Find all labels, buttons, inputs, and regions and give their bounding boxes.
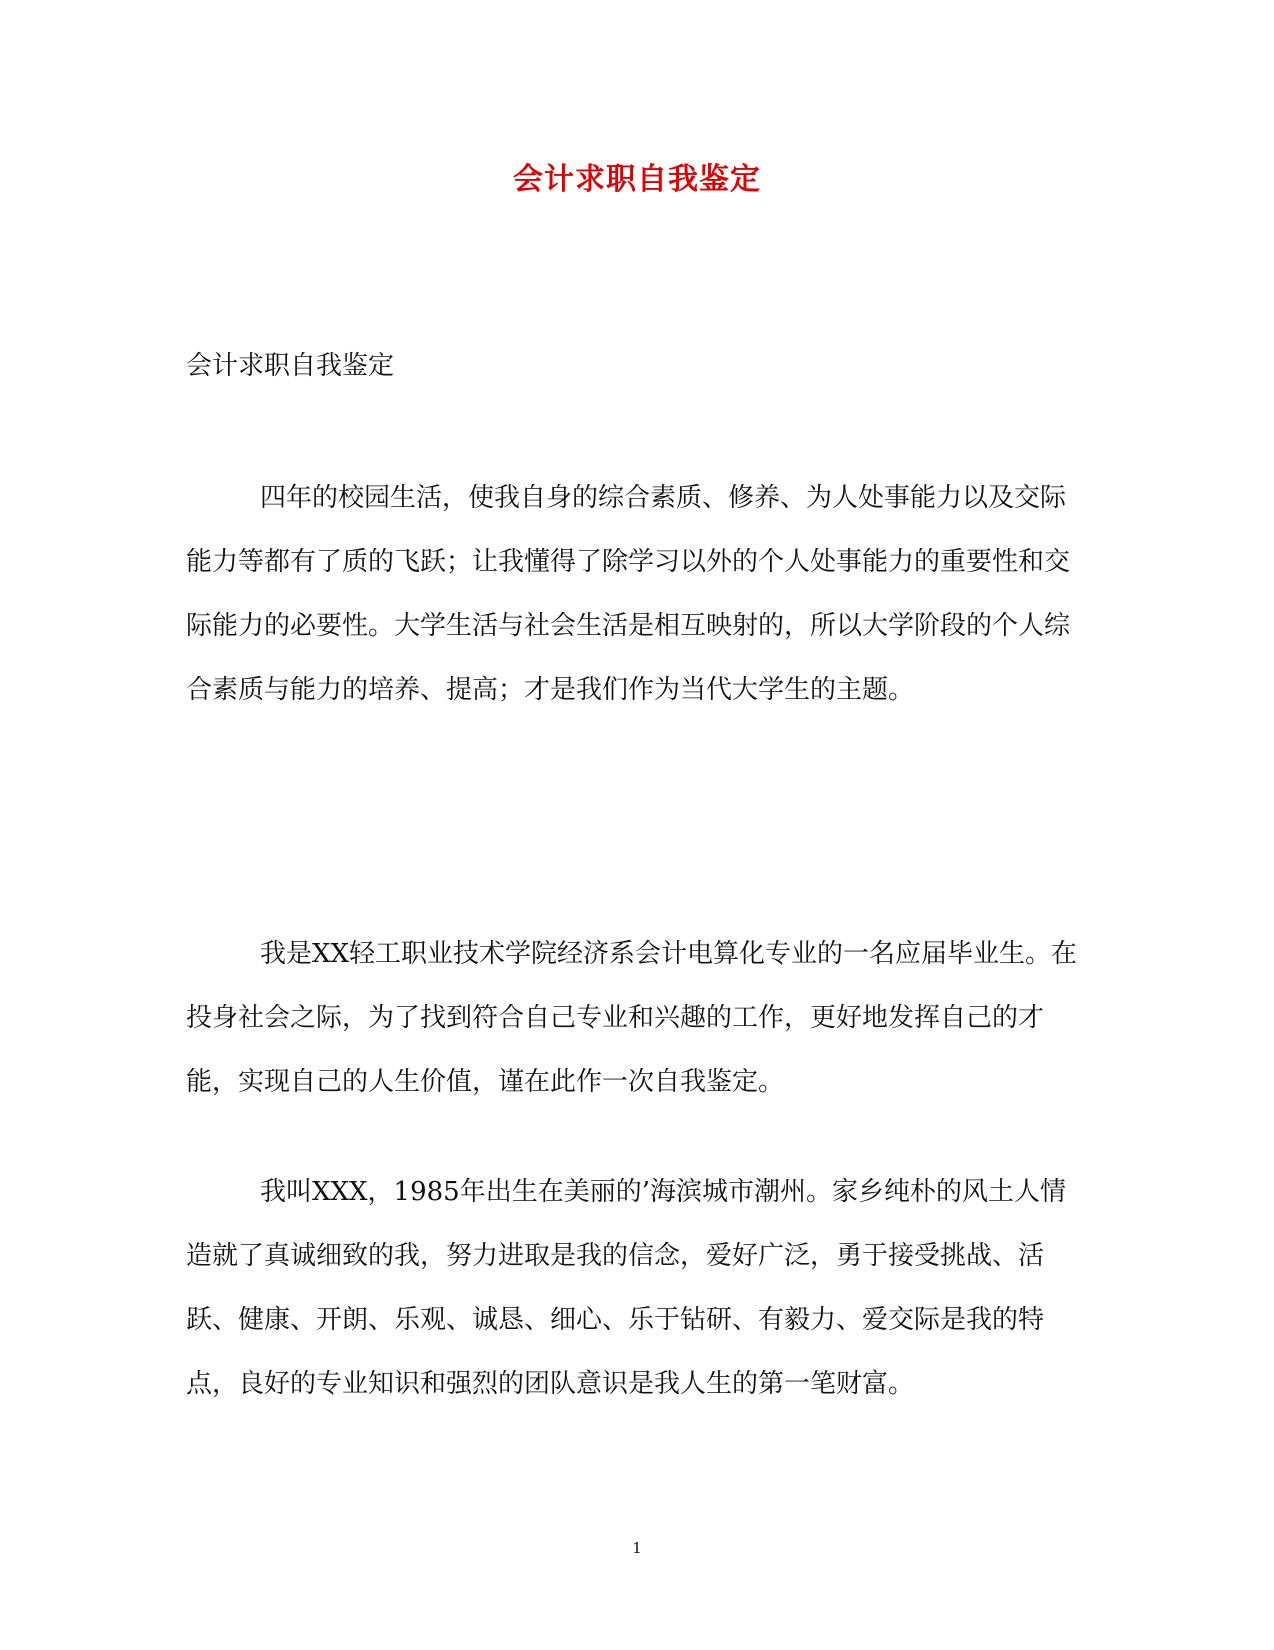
paragraph-personal-profile: 我叫XXX，1985年出生在美丽的’海滨城市潮州。家乡纯朴的风土人情造就了真诚细致的我，努力进取是我的信念，爱好广泛，勇于接受挑战、活跃、健康、开朗、乐观、诚恳、细心、乐于钻研、有毅力、爱交际是我的特点，良好的专业知识和强烈的团队意识是我人生的第一笔财富。 (186, 1177, 1066, 1399)
page-title: 会计求职自我鉴定 (513, 162, 761, 197)
page-number: 1 (632, 1539, 642, 1557)
paragraph-campus-life: 四年的校园生活，使我自身的综合素质、修养、为人处事能力以及交际能力等都有了质的飞跃；让我懂得了除学习以外的个人处事能力的重要性和交际能力的必要性。大学生活与社会生活是相互映射的，所以大学阶段的个人综合素质与能力的培养、提高；才是我们作为当代大学生的主题。 (186, 483, 1071, 705)
document-subtitle: 会计求职自我鉴定 (186, 351, 395, 381)
paragraph-introduction: 我是XX轻工职业技术学院经济系会计电算化专业的一名应届毕业生。在投身社会之际，为了找到符合自己专业和兴趣的工作，更好地发挥自己的才能，实现自己的人生价值，谨在此作一次自我鉴定。 (186, 939, 1078, 1097)
